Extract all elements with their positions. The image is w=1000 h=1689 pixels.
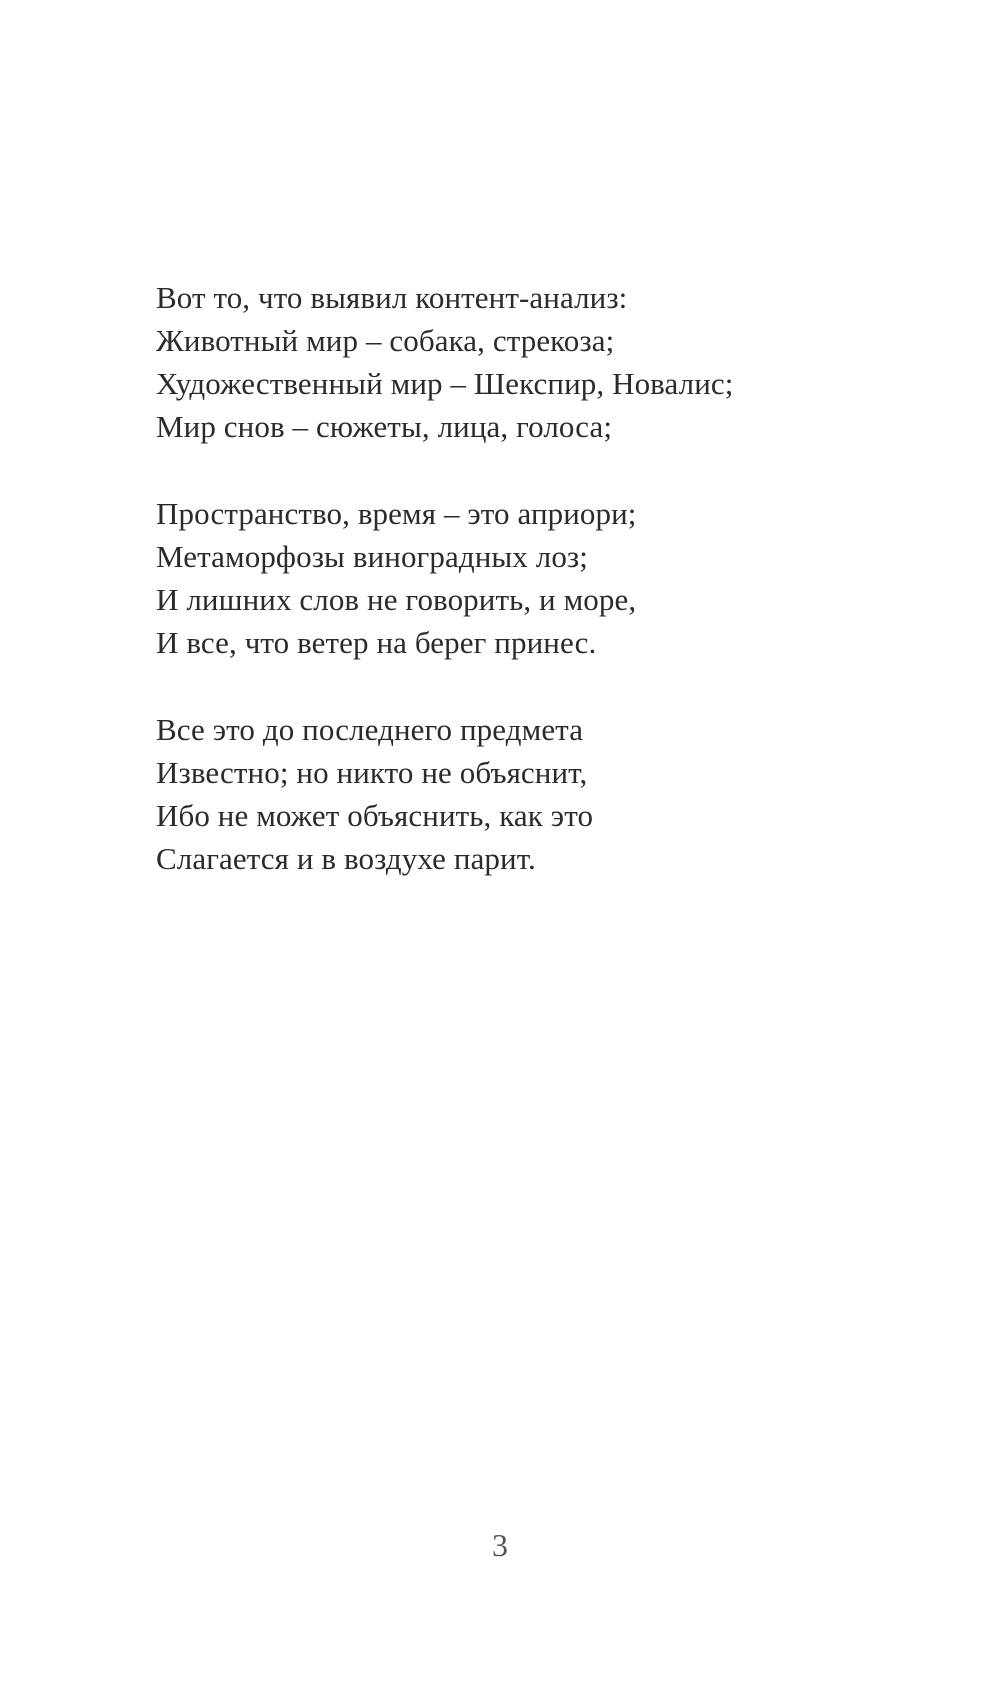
poem-line: Вот то, что выявил контент-анализ:	[156, 280, 628, 315]
poem-line: Художественный мир – Шекспир, Новалис;	[156, 366, 734, 401]
poem-line: Метаморфозы виноградных лоз;	[156, 539, 588, 574]
poem-line: Ибо не может объяснить, как это	[156, 798, 594, 833]
poem-line: Мир снов – сюжеты, лица, голоса;	[156, 409, 613, 444]
stanza-2	[156, 492, 956, 664]
stanza-3	[156, 708, 956, 880]
poem-line: Известно; но никто не объяснит,	[156, 755, 588, 790]
poem-line: Слагается и в воздухе парит.	[156, 841, 536, 876]
poem-line: И лишних слов не говорить, и море,	[156, 582, 637, 617]
poem	[156, 276, 956, 924]
page-number: 3	[492, 1527, 508, 1563]
poem-line: Все это до последнего предмета	[156, 712, 584, 747]
poem-line: Пространство, время – это априори;	[156, 496, 637, 531]
poem-line: Животный мир – собака, стрекоза;	[156, 323, 615, 358]
stanza-1	[156, 276, 956, 448]
poem-line: И все, что ветер на берег принес.	[156, 625, 597, 660]
